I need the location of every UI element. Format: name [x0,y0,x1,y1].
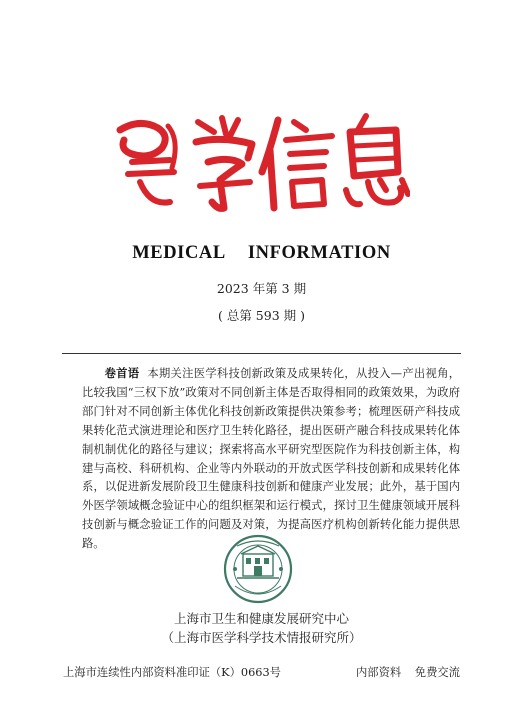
license-number: 上海市连续性内部资料准印证（K）0663号 [63,666,281,679]
institute-emblem-icon [223,534,293,604]
distribution-note: 内部资料 免费交流 [356,666,460,679]
masthead-calligraphy-svg [110,110,410,215]
publisher-alt-name: （上海市医学科学技术情报研究所） [161,630,362,645]
divider-line [62,353,461,354]
foreword-text: 本期关注医学科技创新政策及成果转化，从投入—产出视角，比较我国“三权下放”政策对不同创新主体是否取得相同的政策效果，为政府部门针对不同创新主体优化科技创新政策提供决策参考；梳理医研产科技成果转化范式演进理论和医疗卫生转化路径，提出医研产融合科技成果转化体制机制优化的路径与建议；探索将高水平研究型医院作为科技创新主体，构建与高校、科研机构、企业等内外联动的开放式医学科技创新和成果转化体系，以促进新发展阶段卫生健康科技创新和健康产业发展；此外，基于国内外医学领域概念验证中心的组织框架和运行模式，探讨卫生健康领域开展科技创新与概念验证工作的问题及对策，为提高医疗机构创新转化能力提供思路。 [82,367,460,551]
masthead-calligraphy [110,110,410,215]
english-title-word-2: INFORMATION [247,243,391,263]
issue-number: 2023 年第 3 期 [216,281,307,296]
foreword-label: 卷首语 [104,366,140,380]
publisher-name: 上海市卫生和健康发展研究中心 [173,611,349,626]
foreword-paragraph [82,364,460,554]
english-title-word-1: MEDICAL [132,243,226,263]
total-issue-number: ( 总第 593 期 ) [217,308,305,323]
english-title [0,243,523,264]
institute-emblem-svg [223,534,293,604]
